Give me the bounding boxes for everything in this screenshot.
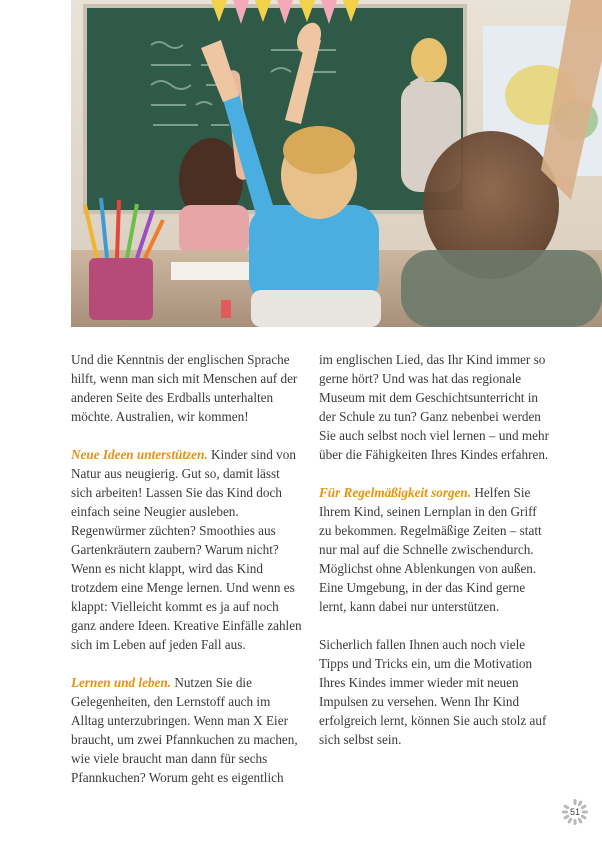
paragraph-neue-ideen <box>71 445 303 654</box>
classroom-photo <box>71 0 602 327</box>
lead-heading: Lernen und leben. <box>71 675 172 690</box>
paragraph-lernen-und-leben <box>71 673 303 787</box>
paragraph-regelmaessigkeit <box>319 483 551 616</box>
lead-heading: Für Regelmäßigkeit sorgen. <box>319 485 472 500</box>
paragraph <box>319 350 551 464</box>
page-number-badge <box>561 798 589 826</box>
paragraph <box>319 635 551 749</box>
paragraph-text: Kinder sind von Natur aus neugierig. Gut so, damit lässt sich arbeiten! Lassen Sie das Kind doch einfach seine Neugier ausleben. Regenwürmer züchten? Smoothies aus Gartenkräutern zaubern? Warum nicht? Wenn es nicht klappt, wird das Kind trotzdem eine Menge lernen. Und wenn es klappt: Vielleicht kommt es ja auf noch ganz andere Ideen. Kreative Einfälle zahlen sich im Leben auf jeden Fall aus. <box>71 447 302 652</box>
paragraph-text: im englischen Lied, das Ihr Kind immer so gerne hört? Und was hat das regionale Museum mit dem Geschichtsunterricht in der Schule zu tun? Ganz nebenbei werden Sie auch selbst noch viel lernen – und mehr über die Fähigkeiten Ihres Kindes erfahren. <box>319 352 549 462</box>
page-number: 51 <box>569 807 580 817</box>
paragraph-text: Nutzen Sie die Gelegenheiten, den Lernstoff auch im Alltag unterzubringen. Wenn man X Eier braucht, um zwei Pfannkuchen zu machen, wie viele braucht man dann für sechs Pfannkuchen? Worum geht es eigentlich <box>71 675 298 785</box>
paragraph <box>71 350 303 426</box>
paragraph-text: Sicherlich fallen Ihnen auch noch viele Tipps und Tricks ein, um die Motivation Ihres Kindes immer wieder mit neuen Impulsen zu versehen. Wenn Ihr Kind erfolgreich lernt, können Sie auch stolz auf sich selbst sein. <box>319 637 547 747</box>
paragraph-text: Und die Kenntnis der englischen Sprache hilft, wenn man sich mit Menschen auf der anderen Seite des Erdballs unterhalten möchte. Australien, wir kommen! <box>71 352 298 424</box>
left-column <box>71 350 303 806</box>
right-column <box>319 350 551 768</box>
paragraph-text: Helfen Sie Ihrem Kind, seinen Lernplan in den Griff zu bekommen. Regelmäßige Zeiten – statt nur mal auf die Schnelle zwischendurch. Möglichst ohne Ablenkungen von außen. Eine Umgebung, in der das Kind gerne lernt, kann dabei nur unterstützen. <box>319 485 542 614</box>
classroom-illustration <box>71 0 602 327</box>
lead-heading: Neue Ideen unterstützen. <box>71 447 208 462</box>
